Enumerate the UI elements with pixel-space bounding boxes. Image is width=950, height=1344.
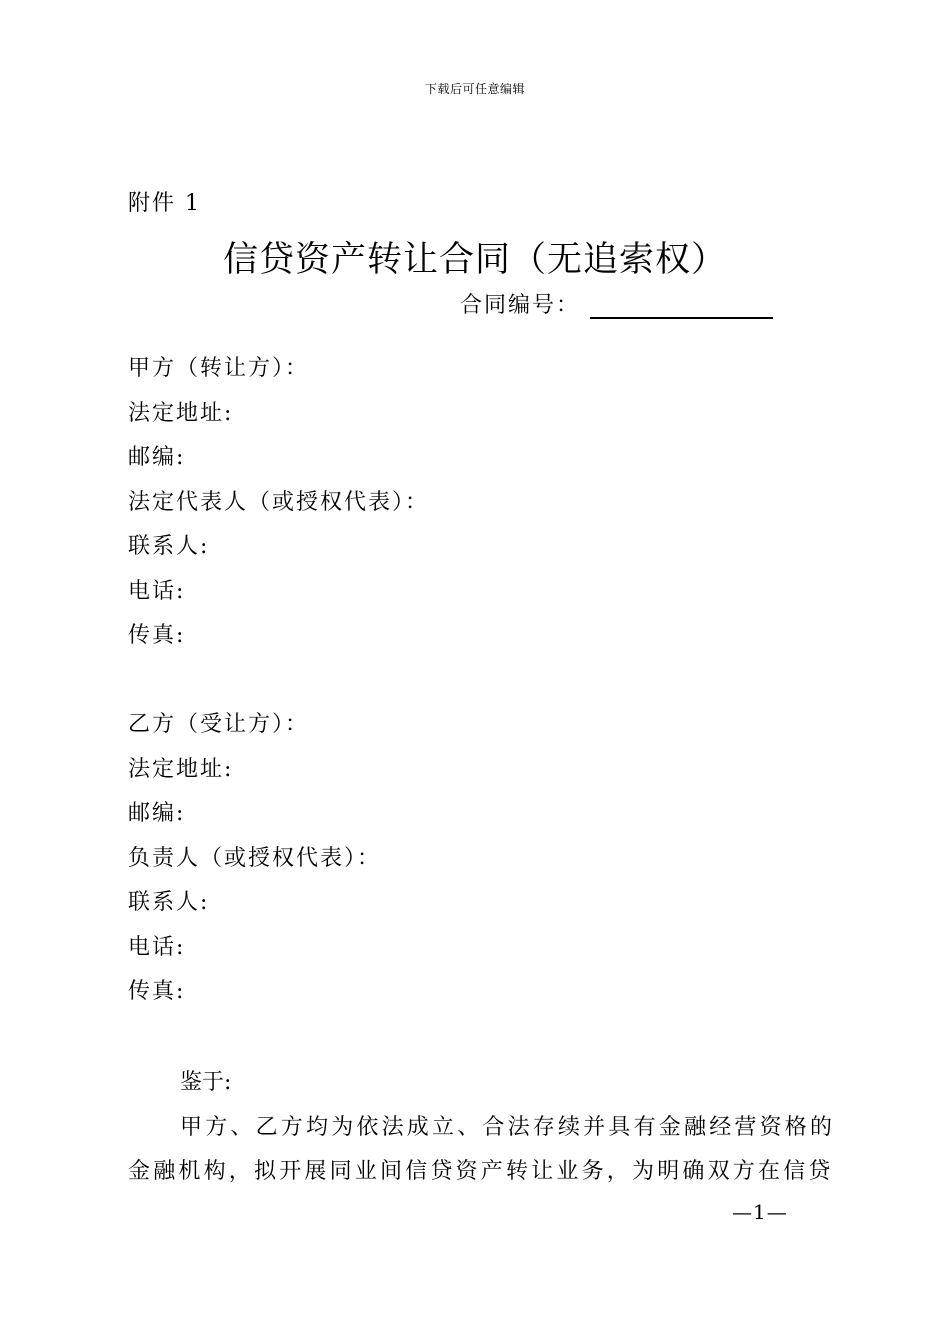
party-b-postcode-label: 邮编: xyxy=(128,801,186,826)
party-b-address-label: 法定地址: xyxy=(128,756,234,782)
party-b-contact-label: 联系人: xyxy=(128,890,210,915)
party-b-heading: 乙方（受让方）： xyxy=(128,712,310,737)
body-paragraph-line-2: 金融机构，拟开展同业间信贷资产转让业务，为明确双方在信贷 xyxy=(128,1159,834,1184)
party-b-fax-label: 传真: xyxy=(128,979,186,1004)
party-b-section xyxy=(128,703,381,1015)
contract-number xyxy=(460,288,773,319)
party-a-address-label: 法定地址: xyxy=(128,400,234,426)
party-a-phone-label: 电话: xyxy=(128,578,186,604)
whereas-label: 鉴于: xyxy=(180,1070,232,1095)
contract-number-blank xyxy=(590,293,773,319)
header-note: 下载后可任意编辑 xyxy=(424,82,525,96)
party-a-section xyxy=(128,347,429,659)
party-a-heading: 甲方（转让方）： xyxy=(128,356,310,381)
document-title: 信贷资产转让合同（无追索权） xyxy=(222,240,727,280)
contract-number-label: 合同编号： xyxy=(460,293,581,318)
party-a-contact-label: 联系人: xyxy=(128,534,210,559)
contract-body xyxy=(128,1061,848,1195)
body-paragraph-line-1: 甲方、乙方均为依法成立、合法存续并具有金融经营资格的 xyxy=(180,1114,836,1140)
party-a-fax-label: 传真: xyxy=(128,623,186,648)
party-b-phone-label: 电话: xyxy=(128,934,186,960)
party-a-representative-label: 法定代表人（或授权代表）： xyxy=(128,489,430,515)
page-number: —1— xyxy=(732,1200,788,1224)
party-b-representative-label: 负责人（或授权代表）： xyxy=(128,845,382,871)
party-a-postcode-label: 邮编: xyxy=(128,445,186,470)
attachment-label: 附件 1 xyxy=(128,191,201,216)
